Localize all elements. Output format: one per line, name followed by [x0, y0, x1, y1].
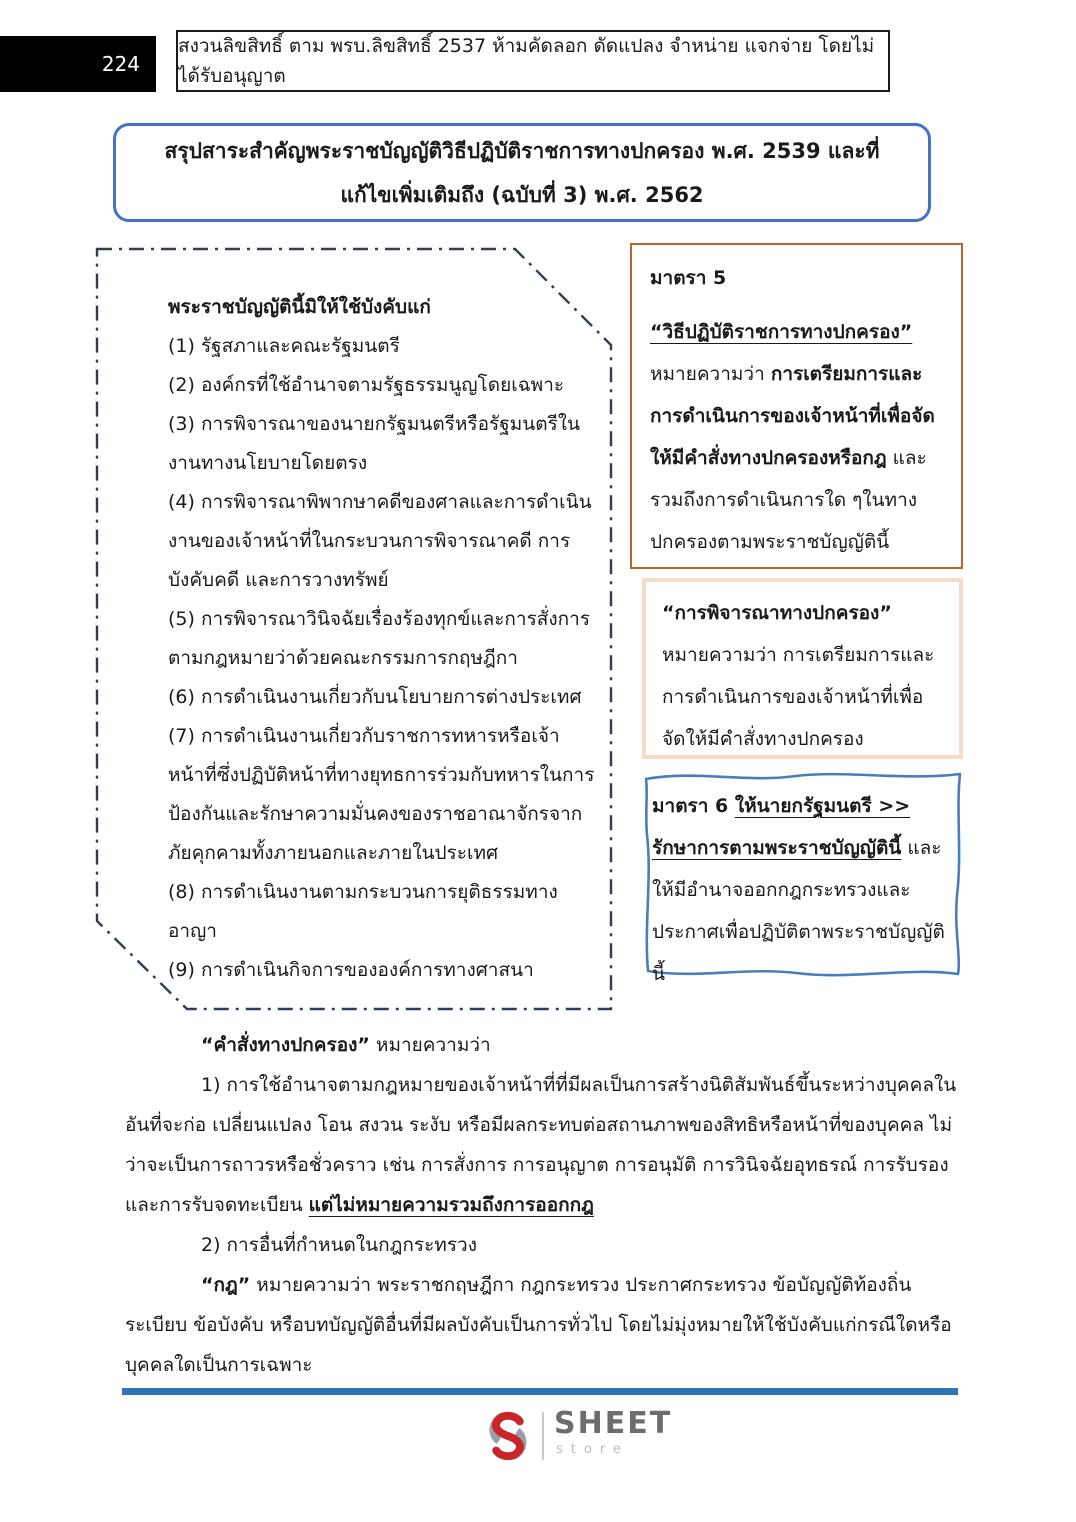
logo-sub-text: store	[556, 1442, 629, 1457]
page-number: 224	[101, 52, 140, 76]
copyright-box	[176, 30, 890, 92]
section6-label: มาตรา 6	[652, 795, 735, 817]
logo-divider	[542, 1412, 544, 1460]
scope-list	[168, 288, 600, 990]
rule-term: “กฎ”	[201, 1274, 251, 1296]
order-item-2-text: 2) การอื่นที่กำหนดในกฎกระทรวง	[201, 1234, 477, 1256]
logo-red-s	[496, 1416, 520, 1456]
consideration-body: หมายความว่า การเตรียมการและการดำเนินการของเจ้าหน้าที่เพื่อจัดให้มีคำสั่งทางปกครอง	[662, 644, 935, 750]
logo-brand-text: SHEET	[554, 1406, 673, 1441]
scope-item-4: (4) การพิจารณาพิพากษาคดีของศาลและการดำเนินงานของเจ้าหน้าที่ในกระบวนการพิจารณาคดี การบังคับคดี และการวางทรัพย์	[168, 491, 592, 591]
scope-item-2: (2) องค์กรที่ใช้อำนาจตามรัฐธรรมนูญโดยเฉพาะ	[168, 374, 565, 396]
page-title	[113, 123, 931, 222]
section5-definition-bold: การเตรียมการและการดำเนินการของเจ้าหน้าที่เพื่อจัดให้มีคำสั่งทางปกครองหรือกฎ	[650, 363, 935, 469]
copyright-text: สงวนลิขสิทธิ์ ตาม พรบ.ลิขสิทธิ์ 2537 ห้ามคัดลอก ดัดแปลง จำหน่าย แจกจ่าย โดยไม่ได้รับอนุญาต	[178, 35, 875, 87]
section6-underlined: ให้นายกรัฐมนตรี >> รักษาการตามพระราชบัญญัตินี้	[652, 795, 911, 859]
order-item-1-text: 1) การใช้อำนาจตามกฎหมายของเจ้าหน้าที่ที่มีผลเป็นการสร้างนิติสัมพันธ์ขึ้นระหว่างบุคคลในอันที่จะก่อ เปลี่ยนแปลง โอน สงวน ระงับ หรือมีผลกระทบต่อสถานภาพของสิทธิหรือหน้าที่ของบุคคล ไม่ว่าจะเป็นการถาวรหรือชั่วคราว เช่น การสั่งการ การอนุญาต การอนุมัติ การวินิจฉัยอุทธรณ์ การรับรอง และการรับจดทะเบียน	[125, 1074, 957, 1216]
section6-box	[652, 785, 952, 995]
scope-item-7: (7) การดำเนินงานเกี่ยวกับราชการทหารหรือเจ้าหน้าที่ซึ่งปฏิบัติหน้าที่ทางยุทธการร่วมกับทหารในการป้องกันและรักษาความมั่นคงของราชอาณาจักรจากภัยคุกคามทั้งภายนอกและภายในประเทศ	[168, 725, 595, 864]
scope-item-5: (5) การพิจารณาวินิจฉัยเรื่องร้องทุกข์และการสั่งการตามกฎหมายว่าด้วยคณะกรรมการกฤษฎีกา	[168, 608, 591, 669]
definitions-section	[125, 1025, 957, 1385]
page-title-text: สรุปสาระสำคัญพระราชบัญญัติวิธีปฏิบัติราชการทางปกครอง พ.ศ. 2539 และที่แก้ไขเพิ่มเติมถึง (ฉบับที่ 3) พ.ศ. 2562	[164, 138, 880, 207]
order-item-2	[125, 1225, 957, 1265]
scope-item-1: (1) รัฐสภาและคณะรัฐมนตรี	[168, 335, 400, 357]
section5-label: มาตรา 5	[650, 267, 727, 289]
section6-rest: และให้มีอำนาจออกกฎกระทรวงและประกาศเพื่อปฏิบัติตาพระราชบัญญัตินี้	[652, 837, 945, 985]
order-definition-intro	[125, 1025, 957, 1065]
order-term: “คำสั่งทางปกครอง”	[201, 1034, 370, 1056]
order-item-1	[125, 1065, 957, 1225]
consideration-box	[642, 578, 963, 759]
consideration-term: “การพิจารณาทางปกครอง”	[662, 602, 892, 624]
section5-definition	[650, 353, 943, 563]
sheet-store-s-icon	[482, 1408, 534, 1464]
logo-text	[554, 1408, 672, 1457]
order-item-1-exception: แต่ไม่หมายความรวมถึงการออกกฎ	[308, 1194, 594, 1216]
page-number-box	[0, 36, 156, 92]
order-means: หมายความว่า	[369, 1034, 491, 1056]
rule-definition	[125, 1265, 957, 1385]
scope-item-8: (8) การดำเนินงานตามกระบวนการยุติธรรมทางอาญา	[168, 881, 558, 942]
section5-term	[650, 311, 943, 353]
footer-divider-line	[122, 1388, 958, 1395]
scope-item-3: (3) การพิจารณาของนายกรัฐมนตรีหรือรัฐมนตรีในงานทางนโยบายโดยตรง	[168, 413, 581, 474]
section5-term-text: “วิธีปฏิบัติราชการทางปกครอง”	[650, 321, 913, 343]
scope-item-6: (6) การดำเนินงานเกี่ยวกับนโยบายการต่างประเทศ	[168, 686, 582, 708]
scope-heading: พระราชบัญญัตินี้มิให้ใช้บังคับแก่	[168, 296, 431, 318]
section5-box	[630, 243, 963, 569]
rule-definition-text: หมายความว่า พระราชกฤษฎีกา กฎกระทรวง ประกาศกระทรวง ข้อบัญญัติท้องถิ่น ระเบียบ ข้อบังคับ หรือบทบัญญัติอื่นที่มีผลบังคับเป็นการทั่วไป โดยไม่มุ่งหมายให้ใช้บังคับแก่กรณีใดหรือบุคคลใดเป็นการเฉพาะ	[125, 1274, 952, 1376]
section5-means: หมายความว่า	[650, 363, 771, 385]
section5-definition-rest: และรวมถึงการดำเนินการใด ๆในทางปกครองตามพระราชบัญญัตินี้	[650, 447, 927, 553]
scope-item-9: (9) การดำเนินกิจการขององค์การทางศาสนา	[168, 959, 534, 981]
sheet-store-logo	[482, 1408, 712, 1478]
